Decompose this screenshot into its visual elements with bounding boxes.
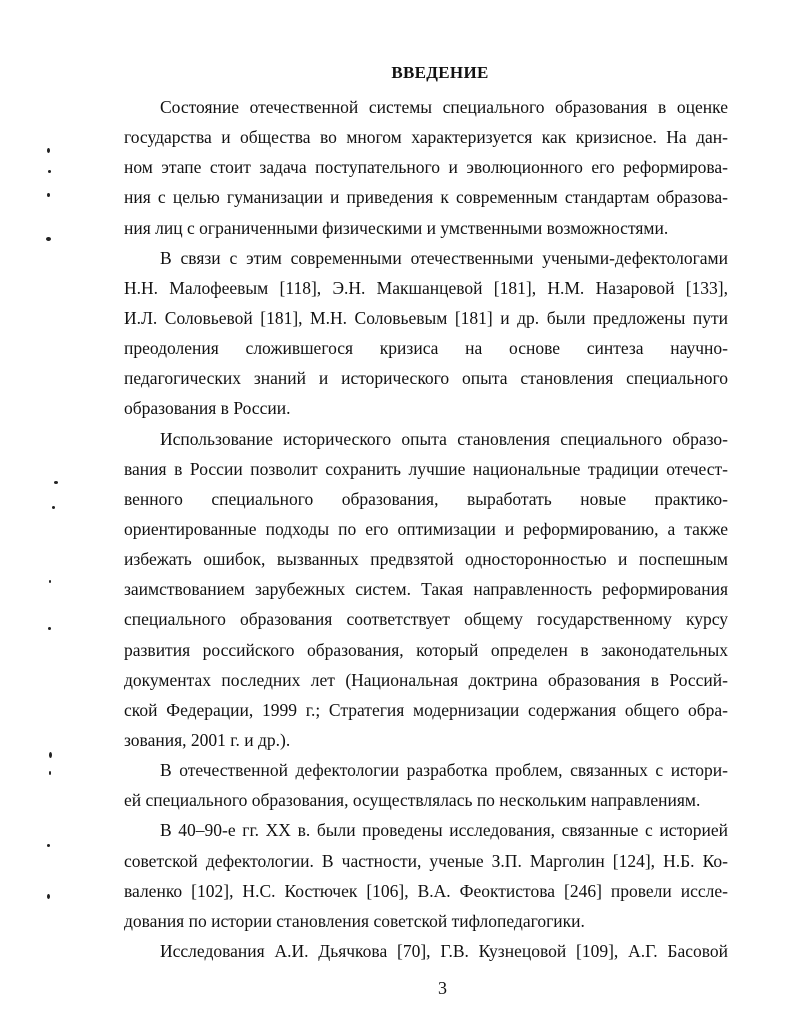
text-line: ской Федерации, 1999 г.; Стратегия модернизации содержания общего обра- [124,699,728,720]
scan-speck [48,627,51,630]
text-line: зования, 2001 г. и др.). [124,729,291,750]
scan-speck [52,506,55,509]
scan-speck [47,894,50,899]
text-line: валенко [102], Н.С. Костючек [106], В.А. Феоктистова [246] провели иссле- [124,880,728,901]
text-line: преодоления сложившегося кризиса на основе синтеза научно- [124,338,728,359]
text-line: Исследования А.И. Дьячкова [70], Г.В. Кузнецовой [109], А.Г. Басовой [160,940,728,961]
scan-speck [47,148,50,153]
scan-speck [49,580,51,583]
scan-speck [49,771,51,775]
scan-speck [47,193,50,197]
text-line: специального образования соответствует общему государственному курсу [124,609,728,630]
text-line: венного специального образования, выработать новые практико- [124,488,728,509]
body-text [124,92,728,966]
text-line: В связи с этим современными отечественными учеными-дефектологами [160,247,728,268]
text-line: Использование исторического опыта становления специального образо- [160,428,728,449]
text-line: избежать ошибок, вызванных предвзятой односторонностью и поспешным [124,549,728,570]
text-line: ей специального образования, осуществлялась по нескольким направлениям. [124,790,701,811]
scan-speck [54,481,58,484]
text-line: В 40–90-е гг. XX в. были проведены исследования, связанные с историей [160,820,728,841]
page-number: 3 [438,978,447,998]
text-line: ния с целью гуманизации и приведения к современным стандартам образова- [124,187,728,208]
text-line: Н.Н. Малофеевым [118], Э.Н. Макшанцевой [181], Н.М. Назаровой [133], [124,277,728,298]
scan-speck [46,237,51,241]
text-line: дования по истории становления советской тифлопедагогики. [124,910,585,931]
text-line: заимствованием зарубежных систем. Такая направленность реформирования [124,579,728,600]
text-line: В отечественной дефектологии разработка проблем, связанных с истори- [160,760,728,781]
text-line: ния лиц с ограниченными физическими и умственными возможностями. [124,217,669,238]
scan-speck [47,844,50,847]
scan-speck [48,170,51,173]
text-line: документах последних лет (Национальная доктрина образования в Россий- [124,669,728,690]
text-line: образования в России. [124,398,291,419]
text-line: вания в России позволит сохранить лучшие национальные традиции отечест- [124,458,728,479]
text-line: И.Л. Соловьевой [181], М.Н. Соловьевым [181] и др. были предложены пути [124,307,728,328]
text-line: советской дефектологии. В частности, ученые З.П. Марголин [124], Н.Б. Ко- [124,850,728,871]
text-line: ном этапе стоит задача поступательного и эволюционного его реформирова- [124,157,728,178]
text-line: ориентированные подходы по его оптимизации и реформированию, а также [124,518,728,539]
scan-speck [49,752,52,758]
text-line: государства и общества во многом характеризуется как кризисное. На дан- [124,127,728,148]
text-line: Состояние отечественной системы специального образования в оценке [160,97,728,117]
text-line: педагогических знаний и исторического опыта становления специального [124,368,728,389]
text-line: развития российского образования, который определен в законодательных [124,639,728,660]
section-heading: ВВЕДЕНИЕ [391,63,489,82]
